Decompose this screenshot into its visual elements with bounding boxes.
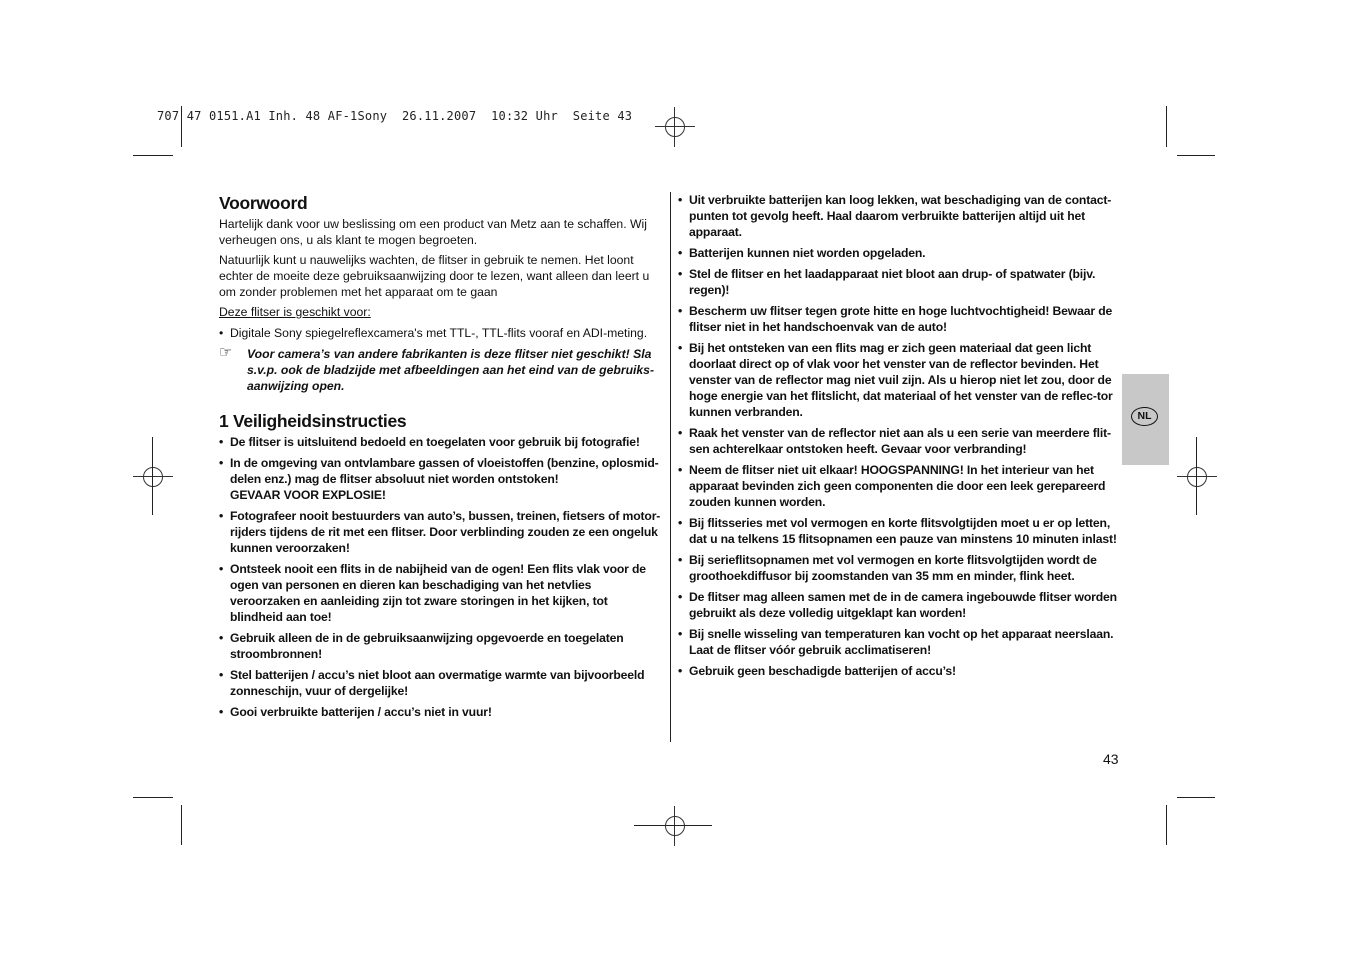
crop-mark-top-right-v <box>1166 106 1167 147</box>
crop-mark-bottom-left-h <box>133 797 173 798</box>
registration-mark-right <box>1177 457 1217 497</box>
safety-item-text: In de omgeving van ontvlambare gassen of vloeistoffen (benzine, oplosmid-delen enz.) mag de flitser absoluut niet worden ontstoken! <box>230 456 659 486</box>
safety-item: • Fotografeer nooit bestuurders van auto’s, bussen, treinen, fietsers of motor-rijders tijdens de rit met een flitser. Door verblinding zouden ze een ongeluk kunnen veroorzaken! <box>219 508 663 556</box>
suitable-item: • Digitale Sony spiegelreflexcamera's met TTL-, TTL-flits vooraf en ADI-meting. <box>219 325 663 341</box>
safety-item: • Stel de flitser en het laadapparaat niet bloot aan drup- of spatwater (bijv. regen)! <box>678 266 1120 298</box>
intro-paragraph-2: Natuurlijk kunt u nauwelijks wachten, de flitser in gebruik te nemen. Het loont echter de moeite deze gebruiksaanwijzing door te lezen, want alleen dan leert u om zonder problemen met het apparaat om te gaan <box>219 253 650 299</box>
print-slug-line: 707 47 0151.A1 Inh. 48 AF-1Sony 26.11.2007 10:32 Uhr Seite 43 <box>157 109 633 123</box>
crop-mark-top-right-h <box>1177 155 1215 156</box>
pointing-hand-icon: ☞ <box>219 344 233 361</box>
safety-item: • Bij flitsseries met vol vermogen en korte flitsvolgtijden moet u er op letten, dat u na telkens 15 flitsopnamen een pauze van minstens 10 minuten inlast! <box>678 515 1120 547</box>
registration-mark-top <box>655 107 695 147</box>
safety-item <box>219 455 663 503</box>
safety-item: • Bescherm uw flitser tegen grote hitte en hoge luchtvochtigheid! Bewaar de flitser niet in het handschoenvak van de auto! <box>678 303 1120 335</box>
note-block <box>219 346 663 394</box>
safety-item: • Raak het venster van de reflector niet aan als u een serie van meerdere flit-sen achterelkaar ontstoken heeft. Gevaar voor verbranding! <box>678 425 1120 457</box>
column-divider <box>670 192 671 742</box>
registration-mark-left <box>133 457 173 497</box>
safety-item: • De flitser is uitsluitend bedoeld en toegelaten voor gebruik bij fotografie! <box>219 434 663 450</box>
crop-mark-bottom-left-v <box>181 805 182 845</box>
suitable-for-label: Deze flitser is geschikt voor: <box>219 305 371 319</box>
crop-mark-top-left-h <box>133 155 173 156</box>
safety-list-left <box>219 434 663 720</box>
language-tab <box>1122 374 1169 465</box>
safety-item: • Ontsteek nooit een flits in de nabijheid van de ogen! Een flits vlak voor de ogen van personen en dieren kan beschadiging van het netvlies veroorzaken en aanleiding zijn tot zware storingen in het kijken, tot blindheid aan toe! <box>219 561 663 625</box>
safety-item: • Gebruik alleen de in de gebruiksaanwijzing opgevoerde en toegelaten stroombronnen! <box>219 630 663 662</box>
left-column <box>219 192 663 725</box>
heading-voorwoord: Voorwoord <box>219 193 308 213</box>
safety-item: • Stel batterijen / accu’s niet bloot aan overmatige warmte van bijvoorbeeld zonneschijn, vuur of dergelijke! <box>219 667 663 699</box>
safety-item: • Gooi verbruikte batterijen / accu’s niet in vuur! <box>219 704 663 720</box>
intro-paragraph-1: Hartelijk dank voor uw beslissing om een product van Metz aan te schaffen. Wij verheugen ons, u als klant te mogen begroeten. <box>219 217 647 247</box>
explosion-warning: GEVAAR VOOR EXPLOSIE! <box>230 488 386 502</box>
suitable-list <box>219 325 663 341</box>
note-text: Voor camera’s van andere fabrikanten is deze flitser niet geschikt! Sla s.v.p. ook de bladzijde met afbeeldingen aan het eind van de gebruiks-aanwijzing open. <box>247 347 655 393</box>
crop-mark-bottom-right-v <box>1166 805 1167 845</box>
right-column <box>678 192 1120 684</box>
safety-item: • Neem de flitser niet uit elkaar! HOOGSPANNING! In het interieur van het apparaat bevinden zich geen componenten die door een leek gerepareerd zouden kunnen worden. <box>678 462 1120 510</box>
registration-mark-bottom <box>655 806 695 846</box>
registration-line-right <box>1196 437 1197 515</box>
safety-item: • Bij snelle wisseling van temperaturen kan vocht op het apparaat neerslaan. Laat de flitser vóór gebruik acclimatiseren! <box>678 626 1120 658</box>
language-badge: NL <box>1131 407 1158 426</box>
safety-list-right <box>678 192 1120 679</box>
safety-item: • De flitser mag alleen samen met de in de camera ingebouwde flitser worden gebruikt als deze volledig uitgeklapt kan worden! <box>678 589 1120 621</box>
safety-item: • Batterijen kunnen niet worden opgeladen. <box>678 245 1120 261</box>
safety-item: • Bij serieflitsopnamen met vol vermogen en korte flitsvolgtijden wordt de groothoekdiffusor bij zoomstanden van 35 mm en minder, flink heet. <box>678 552 1120 584</box>
crop-mark-bottom-right-h <box>1177 797 1215 798</box>
safety-item: • Uit verbruikte batterijen kan loog lekken, wat beschadiging van de contact-punten tot gevolg heeft. Haal daarom verbruikte batterijen altijd uit het apparaat. <box>678 192 1120 240</box>
registration-line-bottom <box>634 825 712 826</box>
safety-item: • Gebruik geen beschadigde batterijen of accu’s! <box>678 663 1120 679</box>
safety-item: • Bij het ontsteken van een flits mag er zich geen materiaal dat geen licht doorlaat direct op of vlak voor het venster van de reflector bevinden. Het venster van de reflector mag niet vuil zijn. Als u hierop niet let zou, door de hoge energie van het flitslicht, dat materiaal of het venster van de reflec-tor kunnen verbranden. <box>678 340 1120 420</box>
page-number: 43 <box>1103 751 1119 767</box>
heading-veiligheidsinstructies: 1 Veiligheidsinstructies <box>219 411 407 431</box>
registration-line-left <box>152 437 153 515</box>
